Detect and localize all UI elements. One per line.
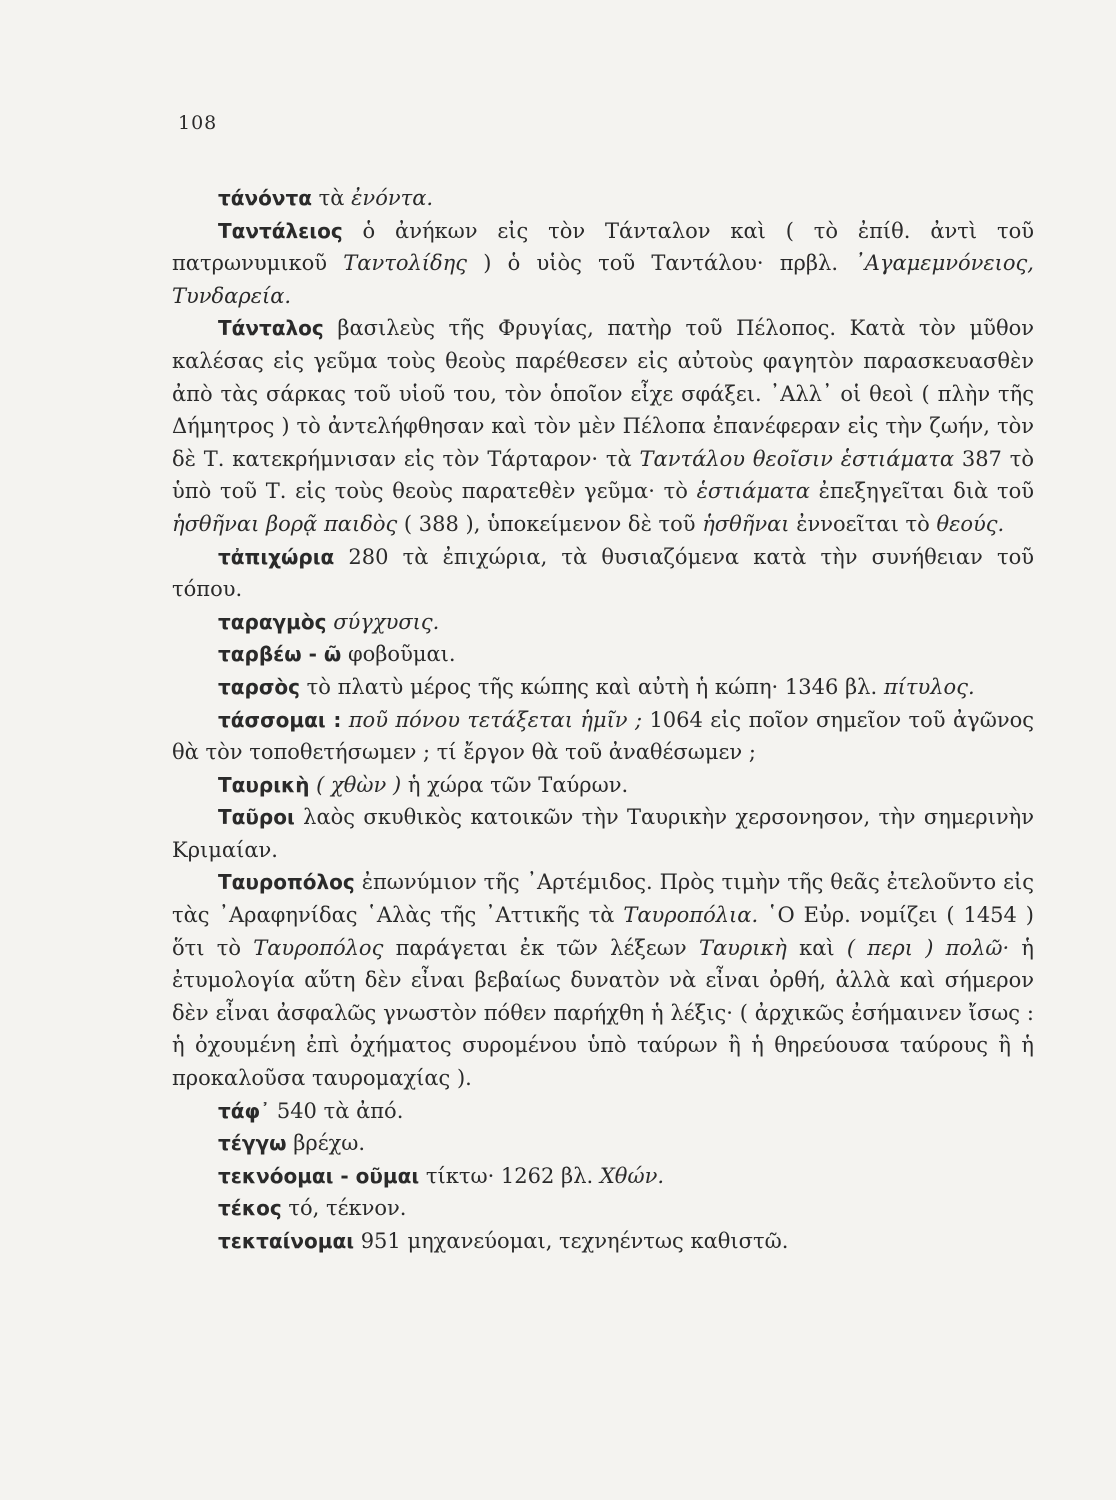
italic-text: Ταυροπόλος: [253, 935, 384, 960]
headword: Τάνταλος: [218, 316, 324, 341]
headword: τάφ᾿: [218, 1098, 271, 1123]
glossary-entry: [172, 606, 1034, 639]
glossary-entry: [172, 182, 1034, 215]
entry-text: ) ὁ υἱὸς τοῦ Ταντάλου· πρβλ.: [467, 251, 855, 276]
entry-text: ἡ χώρα τῶν Ταύρων.: [401, 772, 629, 797]
italic-text: Ταυρικὴ: [698, 935, 787, 960]
glossary-entry: [172, 671, 1034, 704]
italic-text: ἑστιάματα: [696, 479, 810, 504]
entry-text: φοβοῦμαι.: [341, 642, 456, 667]
headword: τἀπιχώρια: [218, 544, 335, 569]
italic-text: ἐνόντα.: [351, 186, 434, 210]
italic-text: ( περι ) πολῶ·: [846, 935, 1010, 960]
glossary-entry: [172, 866, 1034, 1094]
glossary-entry: [172, 769, 1034, 802]
glossary-entries: [172, 182, 1034, 1258]
entry-text: τὰ: [312, 186, 352, 210]
entry-text: ἐννοεῖται τὸ: [789, 511, 937, 536]
italic-text: Χθών.: [599, 1163, 665, 1188]
headword: Ταυροπόλος: [218, 870, 355, 895]
entry-text: ( 388 ), ὑποκείμενον δὲ τοῦ: [397, 511, 703, 536]
headword: ταρβέω - ῶ: [218, 642, 342, 667]
italic-text: ᾿Αγαμεμνόνειος, Τυνδαρεία.: [172, 251, 1034, 308]
headword: ταρσὸς: [218, 674, 300, 699]
entry-text: 387 τὸ ὑπὸ τοῦ Τ. εἰς τοὺς θεοὺς παρατεθὲν γεῦμα· τὸ: [172, 446, 1034, 504]
glossary-entry: [172, 704, 1034, 769]
italic-text: ἡσθῆναι: [702, 511, 790, 536]
glossary-entry: [172, 1160, 1034, 1193]
entry-text: τίκτω· 1262 βλ.: [419, 1163, 600, 1188]
glossary-entry: [172, 312, 1034, 540]
headword: Ταυρικὴ: [218, 772, 310, 797]
headword: τεκνόομαι - οῦμαι: [218, 1163, 420, 1188]
headword: τάνόντα: [218, 186, 312, 210]
entry-text: 1064 εἰς ποῖον σημεῖον τοῦ ἀγῶνος θὰ τὸν τοποθετήσωμεν ; τί ἔργον θὰ τοῦ ἀναθέσωμεν ;: [172, 707, 1034, 765]
entry-text: καὶ: [786, 935, 847, 960]
headword: τέγγω: [218, 1131, 287, 1156]
entry-text: τό, τέκνον.: [281, 1196, 407, 1221]
entry-text: 540 τὰ ἀπό.: [270, 1098, 404, 1123]
glossary-entry: [172, 541, 1034, 606]
headword: τέκος: [218, 1196, 282, 1221]
entry-text: [341, 708, 348, 732]
glossary-entry: [172, 1225, 1034, 1258]
entry-text: παράγεται ἐκ τῶν λέξεων: [383, 935, 699, 960]
glossary-entry: [172, 1127, 1034, 1160]
headword: τάσσομαι :: [218, 707, 342, 732]
entry-text: ὁ ἀνήκων εἰς τὸν Τάνταλον καὶ ( τὸ ἐπίθ. ἀντὶ τοῦ πατρωνυμικοῦ: [172, 218, 1034, 276]
entry-text: ῾Ο Εὐρ. νομίζει ( 1454 ) ὅτι τὸ: [172, 903, 1034, 960]
italic-text: ποῦ πόνου τετάξεται ἡμῖν ;: [348, 707, 643, 732]
italic-text: πίτυλος.: [883, 674, 975, 699]
italic-text: Ταντάλου θεοῖσιν ἑστιάματα: [639, 446, 955, 471]
entry-text: ἡ ἐτυμολογία αὕτη δὲν εἶναι βεβαίως δυνατὸν νὰ εἶναι ὀρθή, ἀλλὰ καὶ σήμερον δὲν εἶναι ἀσφαλῶς γνωστὸν πόθεν παρήχθη ἡ λέξις· ( ἀρχικῶς ἐσήμαινεν ἴσως : ἡ ὀχουμένη ἐπὶ ὀχήματος συρομένου ὑπὸ ταύρων ἢ ἡ θηρεύουσα ταύρους ἢ ἡ προκαλοῦσα ταυρομαχίας ).: [172, 935, 1035, 1091]
headword: ταραγμὸς: [218, 609, 327, 634]
headword: Ταῦροι: [218, 805, 295, 830]
headword: Ταντάλειος: [218, 218, 343, 243]
entry-text: λαὸς σκυθικὸς κατοικῶν τὴν Ταυρικὴν χερσονησον, τὴν σημερινὴν Κριμαίαν.: [172, 805, 1034, 862]
italic-text: Ταντολίδης: [343, 251, 467, 276]
italic-text: σύγχυσις.: [333, 609, 440, 634]
italic-text: θεούς.: [936, 511, 1005, 536]
glossary-entry: [172, 215, 1034, 313]
entry-text: ἐπεξηγεῖται διὰ τοῦ: [809, 479, 1035, 504]
italic-text: Ταυροπόλια.: [623, 903, 759, 928]
entry-text: βρέχω.: [286, 1131, 366, 1156]
page-number: 108: [178, 112, 218, 134]
entry-text: 951 μηχανεύομαι, τεχνηέντως καθιστῶ.: [354, 1229, 789, 1253]
glossary-entry: [172, 638, 1034, 671]
entry-text: βασιλεὺς τῆς Φρυγίας, πατὴρ τοῦ Πέλοπος. Κατὰ τὸν μῦθον καλέσας εἰς γεῦμα τοὺς θεοὺς παρέθεσεν εἰς αὐτοὺς φαγητὸν παρασκευασθὲν ἀπὸ τὰς σάρκας τοῦ υἱοῦ του, τὸν ὁποῖον εἶχε σφάξει. ᾿Αλλ᾿ οἱ θεοὶ ( πλὴν τῆς Δήμητρος ) τὸ ἀντελήφθησαν καὶ τὸν μὲν Πέλοπα ἐπανέφεραν εἰς τὴν ζωήν, τὸν δὲ Τ. κατεκρήμνισαν εἰς τὸν Τάρταρον· τὰ: [172, 316, 1034, 471]
glossary-entry: [172, 801, 1034, 866]
entry-text: 280 τὰ ἐπιχώρια, τὰ θυσιαζόμενα κατὰ τὴν συνήθειαν τοῦ τόπου.: [172, 544, 1034, 602]
headword: τεκταίνομαι: [218, 1229, 355, 1253]
entry-text: ἐπωνύμιον τῆς ᾿Αρτέμιδος. Πρὸς τιμὴν τῆς θεᾶς ἐτελοῦντο εἰς τὰς ᾿Αραφηνίδας ῾Αλὰς τῆς ᾿Αττικῆς τὰ: [172, 870, 1034, 928]
entry-text: τὸ πλατὺ μέρος τῆς κώπης καὶ αὐτὴ ἡ κώπη· 1346 βλ.: [300, 674, 884, 699]
glossary-entry: [172, 1095, 1034, 1128]
italic-text: ( χθὼν ): [316, 772, 402, 797]
italic-text: ἡσθῆναι βορᾷ παιδὸς: [172, 511, 398, 536]
glossary-entry: [172, 1192, 1034, 1225]
